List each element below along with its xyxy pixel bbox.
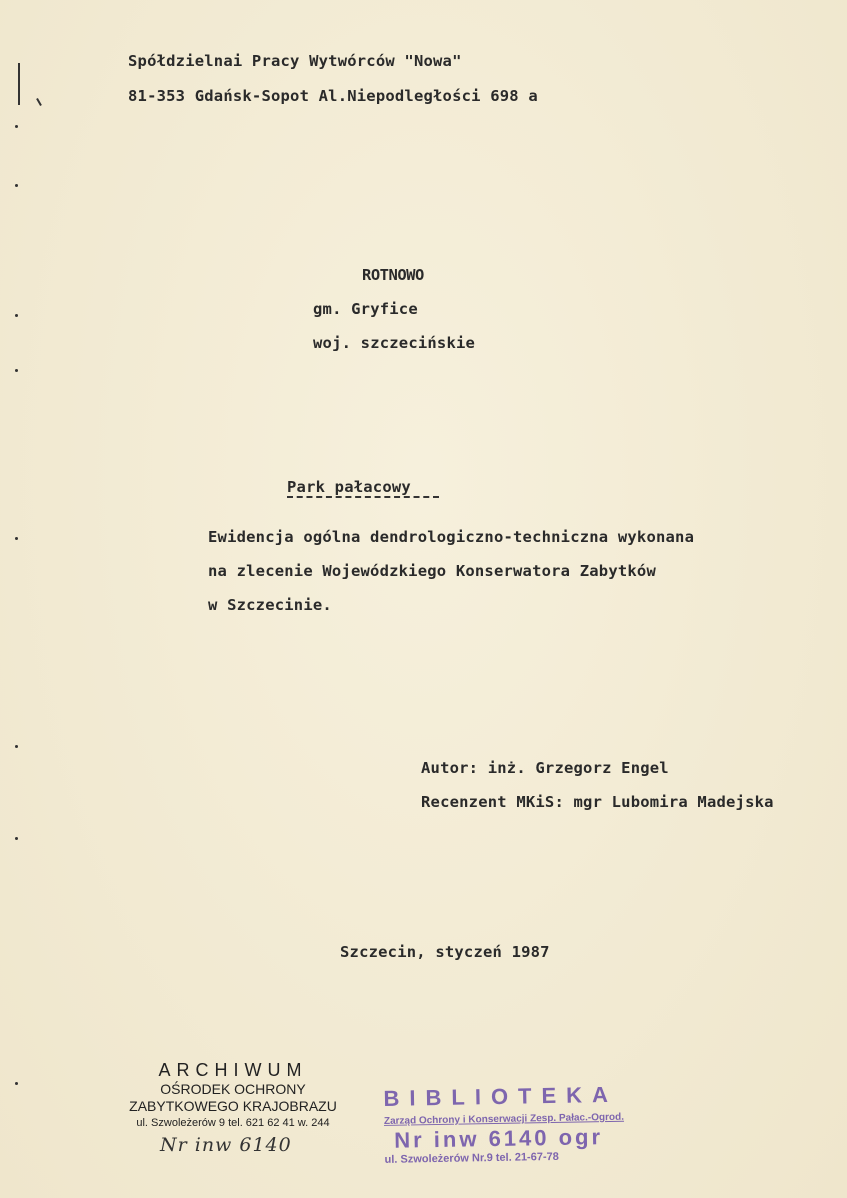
library-stamp-institution: Zarząd Ochrony i Konserwacji Zesp. Pałac.-Ogrod. [383,1111,625,1127]
title-underline [287,496,439,498]
archive-stamp-address: ul. Szwoleżerów 9 tel. 621 62 41 w. 244 [136,1117,330,1129]
punch-mark [15,314,18,317]
company-name: Spółdzielnai Pracy Wytwórców "Nowa" [128,52,462,70]
library-stamp [379,1078,625,1172]
document-title: Park pałacowy [287,478,411,496]
archive-stamp-line: OŚRODEK OCHRONY [160,1081,306,1097]
punch-mark [15,537,18,540]
punch-mark [15,837,18,840]
margin-tick [36,98,42,106]
library-stamp-address: ul. Szwoleżerów Nr.9 tel. 21-67-78 [384,1150,559,1166]
author-line: Autor: inż. Grzegorz Engel [421,759,669,777]
voivodeship-line: woj. szczecińskie [313,334,476,352]
gmina-line: gm. Gryfice [313,300,418,318]
archive-stamp-line: ZABYTKOWEGO KRAJOBRAZU [129,1098,337,1114]
punch-mark [15,1082,18,1085]
punch-mark [15,184,18,187]
reviewer-line: Recenzent MKiS: mgr Lubomira Madejska [421,793,774,811]
archive-stamp-title: ARCHIWUM [158,1060,308,1080]
library-stamp-title: BIBLIOTEKA [383,1081,619,1111]
place-name: ROTNOWO [362,266,424,284]
place-date-line: Szczecin, styczeń 1987 [340,943,550,961]
description-line: na zlecenie Wojewódzkiego Konserwatora Zabytków [208,562,656,580]
punch-mark [15,745,18,748]
archive-stamp [128,1060,338,1131]
handwritten-inventory-number: Nr inw 6140 [160,1134,292,1156]
margin-line [18,63,20,105]
company-address: 81-353 Gdańsk-Sopot Al.Niepodległości 698 a [128,87,538,105]
punch-mark [15,369,18,372]
description-line: w Szczecinie. [208,596,332,614]
library-stamp-number: Nr inw 6140 ogr [394,1124,604,1153]
punch-mark [15,125,18,128]
description-line: Ewidencja ogólna dendrologiczno-techniczna wykonana [208,528,695,546]
